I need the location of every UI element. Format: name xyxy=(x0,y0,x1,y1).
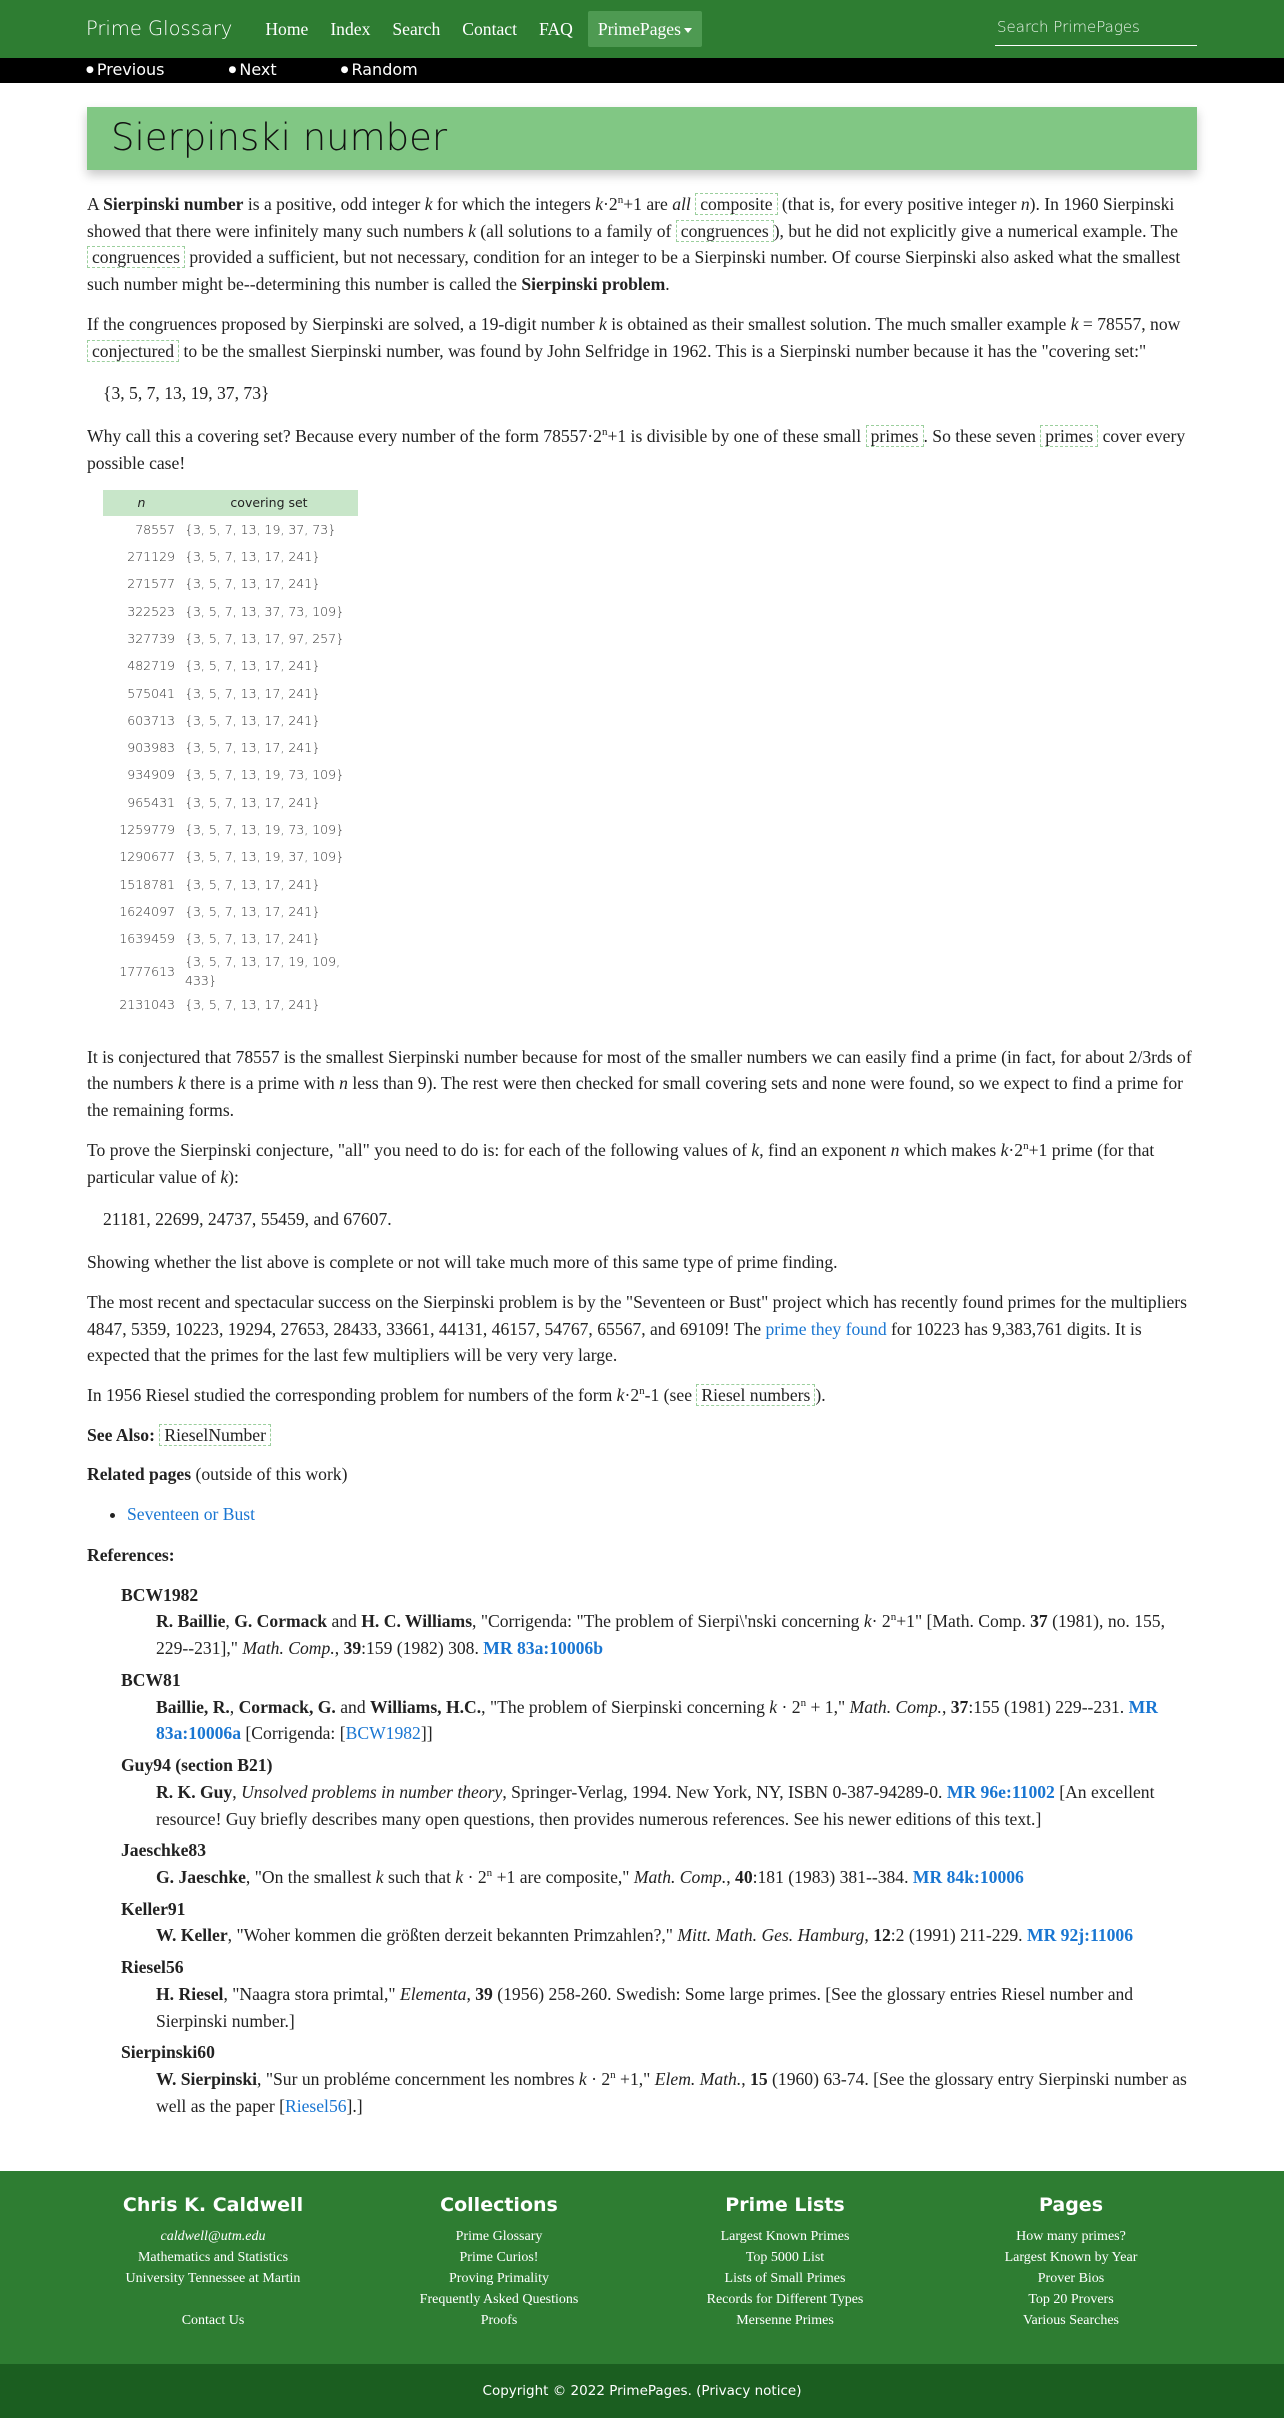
reference-id: Guy94 (section B21) xyxy=(121,1755,273,1776)
caret-down-icon xyxy=(684,28,692,33)
footer-link[interactable]: How many primes? xyxy=(1016,2228,1126,2244)
title-box xyxy=(87,107,1197,170)
reference-entry: R. K. Guy, Unsolved problems in number theory, Springer-Verlag, 1994. New York, NY, ISBN 0-387-94289-0. MR 96e:11002 [An excellent resource! Guy briefly describes many open questions, then provides numerous references. See his newer editions of this text.] xyxy=(156,1781,1155,1829)
cell-n: 1259779 xyxy=(119,822,175,838)
remaining-values: 21181, 22699, 24737, 55459, and 67607. xyxy=(103,1209,392,1230)
cell-covering-set: {3, 5, 7, 13, 19, 37, 73} xyxy=(185,521,337,537)
previous-link[interactable] xyxy=(86,58,196,82)
reference-id: Sierpinski60 xyxy=(121,2042,215,2063)
prime-they-found-link[interactable]: prime they found xyxy=(765,1318,887,1339)
footer-link[interactable]: Largest Known Primes xyxy=(720,2228,850,2244)
reference-entry: R. Baillie, G. Cormack and H. C. Williams, "Corrigenda: "The problem of Sierpi\'nski concerning $k\cdot 2^n+1$" [Math. Comp. 37 (1981), no. 155, 229--231]," Math. Comp., 39:159 (1982) 308. MR 83a:10006b xyxy=(156,1611,1165,1659)
glossary-link-composite[interactable]: composite xyxy=(695,193,777,215)
reference-id: Riesel56 xyxy=(121,1957,184,1978)
nav-faq[interactable]: FAQ xyxy=(539,18,573,39)
footer-link[interactable]: Proving Primality xyxy=(449,2270,549,2286)
sub-navbar xyxy=(0,58,1284,83)
conjecture-paragraph: It is conjectured that 78557 is the smallest Sierpinski number because for most of the smaller numbers we can easily find a prime (in fact, for about 2/3rds of the numbers k there is a prime with n less than 9). The rest were then checked for small covering sets and none were found, so we expect to find a prime for the remaining forms. xyxy=(87,1046,1192,1121)
table-row xyxy=(103,870,358,897)
footer-heading: Collections xyxy=(440,2194,558,2216)
cell-n: 903983 xyxy=(127,740,175,756)
bullet-icon: ● xyxy=(340,65,349,76)
footer-link[interactable]: Prime Glossary xyxy=(455,2228,543,2244)
cell-covering-set: {3, 5, 7, 13, 17, 241} xyxy=(185,685,321,701)
covering-set-paragraph: Why call this a covering set? Because every number of the form $78557\cdot 2^n+1$ is divisible by one of these small primes . So these seven primes cover every possible case! xyxy=(87,426,1186,473)
reference-id: Jaeschke83 xyxy=(121,1840,207,1861)
cell-covering-set: {3, 5, 7, 13, 19, 73, 109} xyxy=(185,767,345,783)
references-heading: References: xyxy=(87,1544,175,1565)
bullet-icon: ● xyxy=(86,65,94,76)
table-row xyxy=(103,925,358,952)
brand-link[interactable]: Prime Glossary xyxy=(86,17,233,41)
glossary-link-conjectured[interactable]: conjectured xyxy=(87,340,179,362)
footer-link-contact-us[interactable]: Contact Us xyxy=(181,2312,245,2328)
reference-entry: H. Riesel, "Naagra stora primtal," Elementa, 39 (1956) 258-260. Swedish: Some large primes. [See the glossary entries Riesel number and Sierpinski number.] xyxy=(156,1983,1134,2031)
footer-link[interactable]: Lists of Small Primes xyxy=(724,2270,846,2286)
footer xyxy=(0,2171,1284,2364)
table-header-row xyxy=(103,490,358,516)
footer-email-link[interactable]: caldwell@utm.edu xyxy=(160,2228,266,2244)
footer-column-collections xyxy=(356,2171,642,2364)
cell-covering-set: {3, 5, 7, 13, 17, 241} xyxy=(185,903,321,919)
table-row xyxy=(103,789,358,816)
cell-n: 934909 xyxy=(127,767,175,783)
glossary-link-congruences[interactable]: congruences xyxy=(87,246,185,268)
table-row xyxy=(103,761,358,788)
cell-covering-set: {3, 5, 7, 13, 17, 241} xyxy=(185,576,321,592)
cell-covering-set: {3, 5, 7, 13, 17, 241} xyxy=(185,876,321,892)
cell-covering-set: {3, 5, 7, 13, 17, 241} xyxy=(185,794,321,810)
footer-column-pages xyxy=(928,2171,1214,2364)
table-row xyxy=(103,652,358,679)
footer-spacer xyxy=(70,2289,356,2310)
cell-covering-set: {3, 5, 7, 13, 17, 241} xyxy=(185,658,321,674)
table-row xyxy=(103,990,358,1017)
footer-link[interactable]: Proofs xyxy=(480,2312,518,2328)
reference-link-bcw1982[interactable]: BCW1982 xyxy=(345,1723,421,1744)
nav-index[interactable]: Index xyxy=(330,18,371,39)
reference-link-riesel56[interactable]: Riesel56 xyxy=(284,2095,347,2116)
cell-n: 965431 xyxy=(127,794,175,810)
cell-n: 271129 xyxy=(127,549,175,565)
dropdown-label: PrimePages xyxy=(597,18,681,39)
cell-n: 1777613 xyxy=(119,963,175,979)
glossary-link-primes[interactable]: primes xyxy=(866,425,924,447)
seventeen-or-bust-paragraph: The most recent and spectacular success on the Sierpinski problem is by the "Seventeen or Bust" project which has recently found primes for the multipliers 4847, 5359, 10223, 19294, 27653, 28433, 33661, 44131, 46157, 54767, 65567, and 69109! The prime they found for 10223 has 9,383,761 digits. It is expected that the primes for the last few multipliers will be very very large. xyxy=(87,1291,1187,1366)
table-row xyxy=(103,679,358,706)
footer-link[interactable]: Largest Known by Year xyxy=(1004,2249,1138,2265)
mr-link[interactable]: MR 84k:10006 xyxy=(912,1867,1024,1888)
list-item xyxy=(127,1501,1197,1528)
bullet-icon: ● xyxy=(228,65,237,76)
previous-label: Previous xyxy=(96,60,165,80)
cell-covering-set: {3, 5, 7, 13, 17, 241} xyxy=(185,549,321,565)
cell-covering-set: {3, 5, 7, 13, 17, 241} xyxy=(185,740,321,756)
table-row xyxy=(103,734,358,761)
footer-link[interactable]: Top 5000 List xyxy=(745,2249,825,2265)
footer-link[interactable]: Mersenne Primes xyxy=(736,2312,834,2328)
glossary-link-congruences[interactable]: congruences xyxy=(676,220,774,242)
table-row xyxy=(103,598,358,625)
table-row xyxy=(103,570,358,597)
riesel-paragraph: In 1956 Riesel studied the corresponding problem for numbers of the form $k\cdot 2^n-1$ (see Riesel numbers ). xyxy=(87,1385,826,1405)
cell-n: 482719 xyxy=(127,658,175,674)
cell-n: 1518781 xyxy=(119,876,175,892)
reference-entry: G. Jaeschke, "On the smallest k such that $k \cdot 2^n +1$ are composite," Math. Comp., 40:181 (1983) 381--384. MR 84k:10006 xyxy=(156,1867,1024,1888)
cell-n: 322523 xyxy=(127,603,175,619)
reference-id: Keller91 xyxy=(121,1898,186,1919)
mr-link[interactable]: MR 92j:11006 xyxy=(1026,1925,1134,1946)
cell-n: 271577 xyxy=(127,576,175,592)
footer-link[interactable]: Prime Curios! xyxy=(459,2249,539,2265)
table-row xyxy=(103,952,358,990)
reference-entry: W. Keller, "Woher kommen die größten derzeit bekannten Primzahlen?," Mitt. Math. Ges. Hamburg, 12:2 (1991) 211-229. MR 92j:11006 xyxy=(156,1925,1134,1946)
page-title: Sierpinski number xyxy=(111,116,448,159)
nav-home[interactable]: Home xyxy=(265,18,309,39)
table-row xyxy=(103,543,358,570)
column-header-n: n xyxy=(103,490,180,516)
footer-column-caldwell xyxy=(70,2171,356,2364)
mr-link[interactable]: MR 83a:10006a xyxy=(156,1696,1158,1744)
mr-link[interactable]: MR 96e:11002 xyxy=(946,1781,1055,1802)
see-also: See Also: RieselNumber xyxy=(87,1422,1197,1449)
footer-item: Mathematics and Statistics xyxy=(137,2249,289,2265)
random-label: Random xyxy=(351,60,418,80)
footer-link[interactable]: Frequently Asked Questions xyxy=(419,2291,579,2307)
table-row xyxy=(103,707,358,734)
cell-n: 2131043 xyxy=(119,996,175,1012)
cell-covering-set: {3, 5, 7, 13, 17, 241} xyxy=(185,931,321,947)
footer-link[interactable]: Prover Bios xyxy=(1037,2270,1105,2286)
nav-search[interactable]: Search xyxy=(392,18,441,39)
references-list xyxy=(121,1582,1197,2120)
seventeen-or-bust-link[interactable]: Seventeen or Bust xyxy=(127,1504,256,1525)
cell-n: 327739 xyxy=(127,630,175,646)
reference-entry: Baillie, R., Cormack, G. and Williams, H.C., "The problem of Sierpinski concerning $k \cdot 2^n + 1$," Math. Comp., 37:155 (1981) 229--231. MR 83a:10006a [Corrigenda: [BCW1982]] xyxy=(156,1696,1158,1744)
cell-covering-set: {3, 5, 7, 13, 37, 73, 109} xyxy=(185,603,345,619)
glossary-link-primes[interactable]: primes xyxy=(1040,425,1098,447)
cell-covering-set: {3, 5, 7, 13, 19, 73, 109} xyxy=(185,822,345,838)
table-row xyxy=(103,898,358,925)
cell-covering-set: {3, 5, 7, 13, 19, 37, 109} xyxy=(185,849,345,865)
next-link[interactable] xyxy=(228,58,308,82)
next-label: Next xyxy=(239,60,277,80)
intro-paragraph: A Sierpinski number is a positive, odd integer k for which the integers $k\cdot 2^n+1$ are all composite (that is, for every positive integer n). In 1960 Sierpinski showed that there were infinitely many such numbers k (all solutions to a family of congruences ), but he did not explicitly give a numerical example. The congruences provided a sufficient, but not necessary, condition for an integer to be a Sierpinski number. Of course Sierpinski also asked what the smallest such number might be--determining this number is called the Sierpinski problem. xyxy=(87,194,1181,295)
main-content xyxy=(0,107,1284,2120)
cell-covering-set: {3, 5, 7, 13, 17, 241} xyxy=(185,996,321,1012)
table-row xyxy=(103,625,358,652)
cell-covering-set: {3, 5, 7, 13, 17, 19, 109, 433} xyxy=(185,954,341,989)
reference-id: BCW1982 xyxy=(121,1584,199,1605)
showing-paragraph: Showing whether the list above is complete or not will take much more of this same type of prime finding. xyxy=(87,1252,838,1273)
glossary-link-riesel-numbers[interactable]: Riesel numbers xyxy=(696,1384,815,1406)
footer-link[interactable]: Top 20 Provers xyxy=(1028,2291,1114,2307)
cell-n: 603713 xyxy=(127,712,175,728)
see-also-link-rieselnumber[interactable]: RieselNumber xyxy=(159,1424,271,1446)
reference-entry: W. Sierpinski, "Sur un probléme concernment les nombres $k \cdot 2^n +1$," Elem. Math., 15 (1960) 63-74. [See the glossary entry Sierpinski number as well as the paper [Riesel56].] xyxy=(156,2069,1187,2116)
random-link[interactable] xyxy=(341,58,450,82)
footer-column-prime-lists xyxy=(642,2171,928,2364)
covering-set-table xyxy=(103,490,358,1018)
table-row xyxy=(103,516,358,543)
copyright-bar: Copyright © 2022 PrimePages. (Privacy notice) xyxy=(0,2364,1284,2418)
selfridge-paragraph: If the congruences proposed by Sierpinski are solved, a 19-digit number k is obtained as their smallest solution. The much smaller example k = 78557, now conjectured to be the smallest Sierpinski number, was found by John Selfridge in 1962. This is a Sierpinski number because it has the "covering set:" xyxy=(87,313,1181,361)
table-row xyxy=(103,843,358,870)
prove-paragraph: To prove the Sierpinski conjecture, "all" you need to do is: for each of the following values of k, find an exponent n which makes $k\cdot 2^n+1$ prime (for that particular value of k): xyxy=(87,1139,1155,1187)
search-input[interactable]: Search PrimePages xyxy=(995,12,1197,46)
top-navbar xyxy=(0,0,1284,58)
mr-link[interactable]: MR 83a:10006b xyxy=(483,1638,604,1659)
nav-contact[interactable]: Contact xyxy=(462,18,517,39)
cell-n: 1290677 xyxy=(119,849,175,865)
reference-id: BCW81 xyxy=(121,1669,181,1690)
related-pages-list xyxy=(87,1501,1197,1528)
table-row xyxy=(103,816,358,843)
footer-link[interactable]: Various Searches xyxy=(1022,2312,1120,2328)
footer-heading: Pages xyxy=(1038,2194,1104,2216)
cell-n: 78557 xyxy=(135,521,175,537)
cell-n: 575041 xyxy=(127,685,175,701)
related-pages-heading: Related pages (outside of this work) xyxy=(87,1464,348,1485)
footer-item: University Tennessee at Martin xyxy=(125,2270,301,2286)
column-header-covering-set: covering set xyxy=(180,490,358,516)
footer-heading: Prime Lists xyxy=(725,2194,845,2216)
cell-n: 1624097 xyxy=(119,903,175,919)
primepages-dropdown[interactable] xyxy=(588,11,702,48)
cell-covering-set: {3, 5, 7, 13, 17, 97, 257} xyxy=(185,630,345,646)
footer-link[interactable]: Records for Different Types xyxy=(706,2291,864,2307)
cell-covering-set: {3, 5, 7, 13, 17, 241} xyxy=(185,712,321,728)
covering-set: {3, 5, 7, 13, 19, 37, 73} xyxy=(103,383,270,404)
footer-heading: Chris K. Caldwell xyxy=(122,2194,304,2216)
cell-n: 1639459 xyxy=(119,931,175,947)
